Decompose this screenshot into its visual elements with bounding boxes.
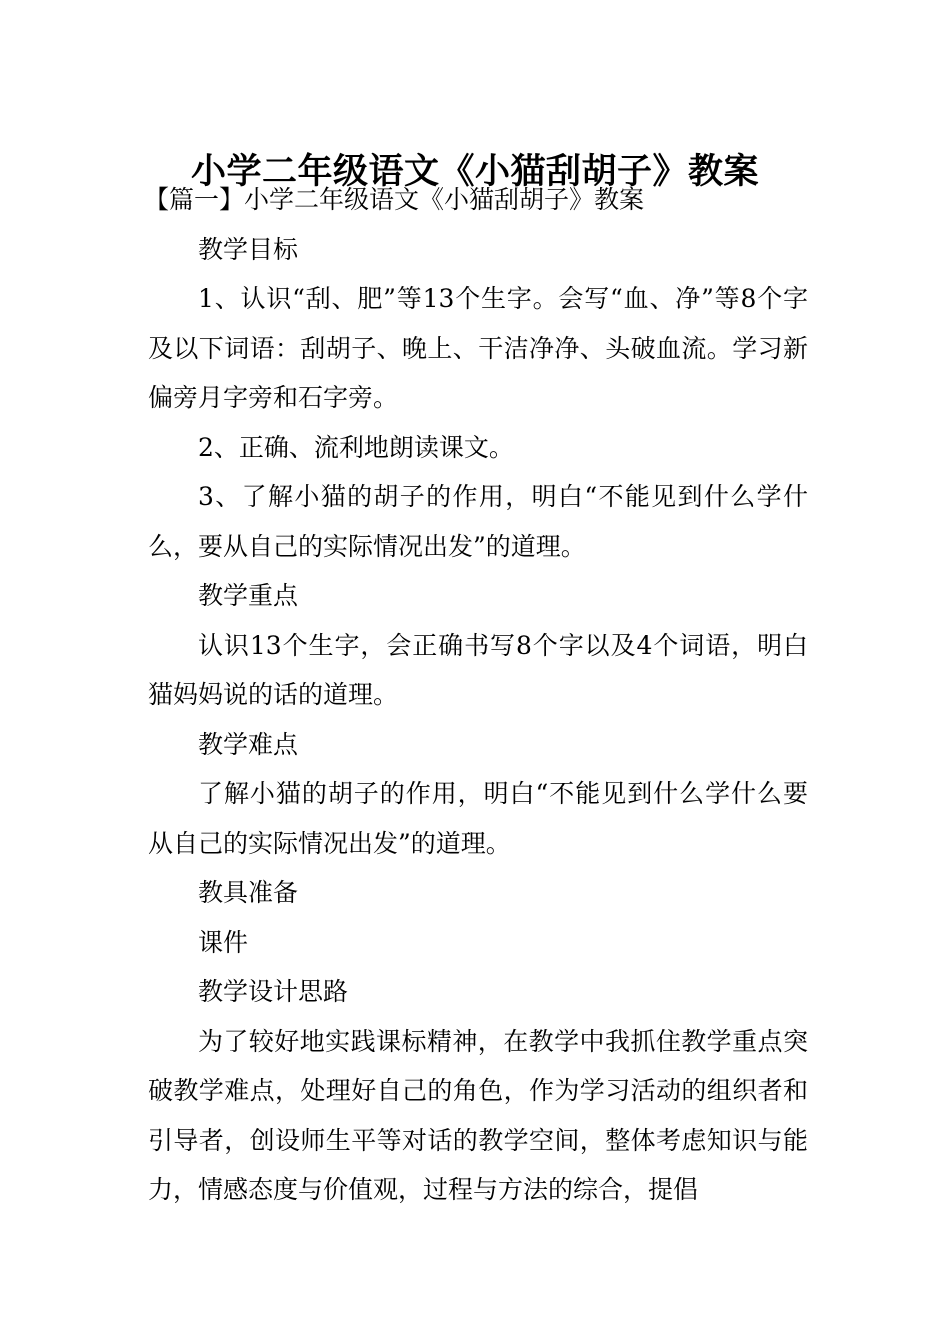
design-ideas-text: 为了较好地实践课标精神，在教学中我抓住教学重点突破教学难点，处理好自己的角色，作为学习活动的组织者和引导者，创设师生平等对话的教学空间，整体考虑知识与能力，情感态度与价值观，过程与方法的综合，提倡 bbox=[148, 1026, 808, 1204]
document-title: 小学二年级语文《小猫刮胡子》教案 bbox=[190, 151, 759, 193]
goal-item-3: 3、了解小猫的胡子的作用，明白“不能见到什么学什么，要从自己的实际情况出发”的道理。 bbox=[148, 482, 808, 561]
goal-item-2: 2、正确、流利地朗读课文。 bbox=[198, 432, 514, 462]
goal-item-1: 1、认识“刮、肥”等13个生字。会写“血、净”等8个字及以下词语：刮胡子、晚上、干洁净净、头破血流。学习新偏旁月字旁和石字旁。 bbox=[148, 284, 808, 412]
section-heading: 【篇一】小学二年级语文《小猫刮胡子》教案 bbox=[144, 185, 645, 214]
heading-teaching-aids: 教具准备 bbox=[198, 878, 299, 907]
heading-teaching-goals: 教学目标 bbox=[198, 234, 299, 264]
teaching-focus-text: 认识13个生字，会正确书写8个字以及4个词语，明白猫妈妈说的话的道理。 bbox=[148, 630, 808, 709]
heading-design-ideas: 教学设计思路 bbox=[198, 977, 349, 1006]
teaching-aids-text: 课件 bbox=[198, 927, 249, 957]
document-body bbox=[144, 175, 808, 1215]
teaching-difficulty-text: 了解小猫的胡子的作用，明白“不能见到什么学什么要从自己的实际情况出发”的道理。 bbox=[148, 779, 808, 858]
heading-teaching-difficulty: 教学难点 bbox=[198, 729, 299, 759]
heading-teaching-focus: 教学重点 bbox=[198, 581, 299, 610]
